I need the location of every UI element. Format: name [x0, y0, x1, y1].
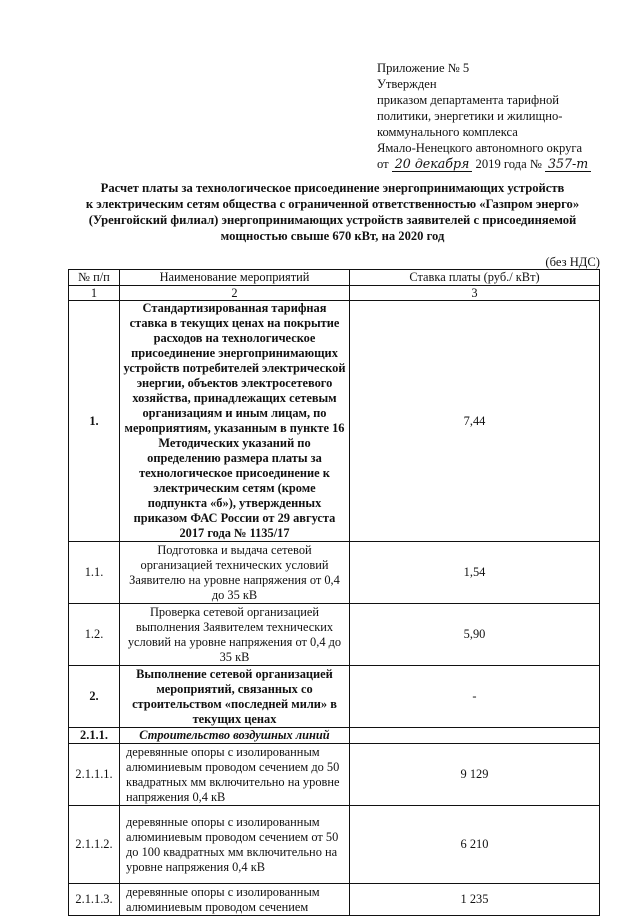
row-number: 2.1.1.2.: [69, 806, 120, 884]
row-rate: 7,44: [350, 301, 600, 542]
row-rate: 1,54: [350, 542, 600, 604]
table-row: [69, 884, 600, 916]
column-index: 2: [120, 286, 350, 301]
approval-line: Приложение № 5: [377, 61, 470, 75]
title-line: к электрическим сетям общества с ограниченной ответственностью «Газпром энерго»: [85, 197, 580, 211]
handwritten-date: 20 декабря: [392, 156, 473, 172]
row-name: Выполнение сетевой организацией мероприятий, связанных со строительством «последней мили» в текущих ценах: [120, 666, 350, 728]
row-name: деревянные опоры с изолированным алюминиевым проводом сечением: [120, 884, 350, 916]
row-rate: 9 129: [350, 744, 600, 806]
approval-line: Ямало-Ненецкого автономного округа: [377, 141, 583, 155]
row-name: Строительство воздушных линий: [120, 728, 350, 744]
row-name: деревянные опоры с изолированным алюминиевым проводом сечением до 50 квадратных мм включительно на уровне напряжения 0,4 кВ: [120, 744, 350, 806]
table-row: [69, 666, 600, 728]
title-line: мощностью свыше 670 кВт, на 2020 год: [220, 229, 445, 243]
row-name: Подготовка и выдача сетевой организацией технических условий Заявителю на уровне напряжения от 0,4 до 35 кВ: [120, 542, 350, 604]
approval-date-line: [377, 156, 627, 172]
row-name: деревянные опоры с изолированным алюминиевым проводом сечением от 50 до 100 квадратных мм включительно на уровне напряжения 0,4 кВ: [120, 806, 350, 884]
header-rate: Ставка платы (руб./ кВт): [350, 270, 600, 286]
header-name: Наименование мероприятий: [120, 270, 350, 286]
row-number: 2.1.1.1.: [69, 744, 120, 806]
row-number: 1.1.: [69, 542, 120, 604]
row-rate: -: [350, 666, 600, 728]
approval-line: приказом департамента тарифной: [377, 93, 559, 107]
column-index-row: [69, 286, 600, 301]
table-row: [69, 806, 600, 884]
row-rate: 5,90: [350, 604, 600, 666]
approval-line: Утвержден: [377, 77, 437, 91]
column-index: 3: [350, 286, 600, 301]
header-number: № п/п: [69, 270, 120, 286]
title-line: Расчет платы за технологическое присоединение энергопринимающих устройств: [100, 181, 565, 195]
row-number: 2.1.1.3.: [69, 884, 120, 916]
table-row: [69, 542, 600, 604]
table-row: [69, 301, 600, 542]
row-rate: [350, 728, 600, 744]
rates-table: [68, 269, 600, 916]
row-number: 1.: [69, 301, 120, 542]
row-rate: 1 235: [350, 884, 600, 916]
handwritten-order-number: 357-т: [545, 156, 591, 172]
vat-note: (без НДС): [545, 255, 600, 269]
table-row: [69, 728, 600, 744]
table-row: [69, 744, 600, 806]
row-number: 2.: [69, 666, 120, 728]
title-line: (Уренгойский филиал) энергопринимающих устройств заявителей с присоединяемой: [88, 213, 577, 227]
approval-line: коммунального комплекса: [377, 125, 518, 139]
column-index: 1: [69, 286, 120, 301]
document-title: [60, 180, 605, 244]
row-number: 2.1.1.: [69, 728, 120, 744]
row-name: Стандартизированная тарифная ставка в текущих ценах на покрытие расходов на технологическое присоединение энергопринимающих устройств потребителей электрической энергии, объектов электросетевого хозяйства, принадлежащих сетевым организациям и иным лицам, по мероприятиям, указанным в пункте 16 Методических указаний по определению размера платы за технологическое присоединение к электрическим сетям (кроме подпункта «б»), утвержденных приказом ФАС России от 29 августа 2017 года № 1135/17: [120, 301, 350, 542]
row-name: Проверка сетевой организацией выполнения Заявителем технических условий на уровне напряжения от 0,4 до 35 кВ: [120, 604, 350, 666]
date-year: 2019 года №: [475, 157, 542, 171]
row-number: 1.2.: [69, 604, 120, 666]
table-header-row: [69, 270, 600, 286]
approval-block: [377, 60, 627, 172]
row-rate: 6 210: [350, 806, 600, 884]
table-row: [69, 604, 600, 666]
date-prefix: от: [377, 157, 389, 171]
approval-line: политики, энергетики и жилищно-: [377, 109, 563, 123]
